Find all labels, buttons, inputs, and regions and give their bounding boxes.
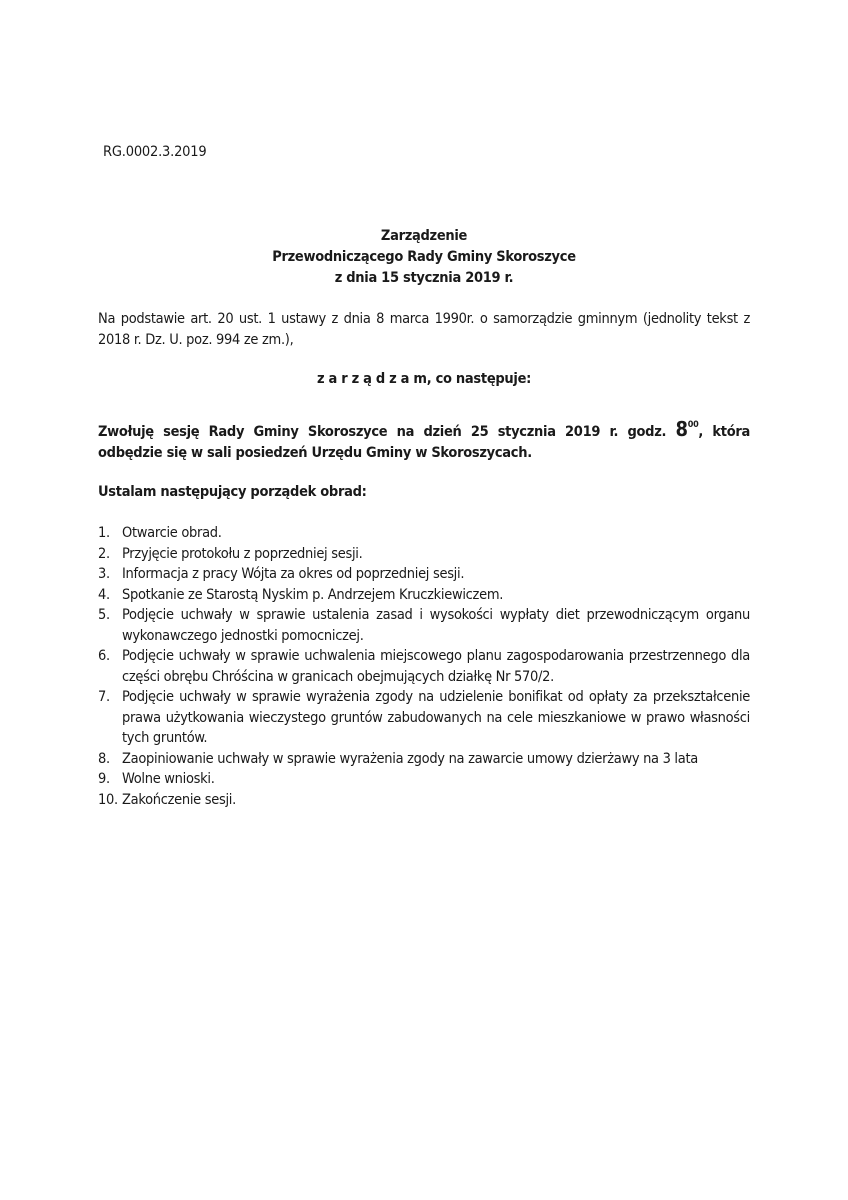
- document-title: [0, 226, 848, 289]
- agenda-item-text: Podjęcie uchwały w sprawie ustalenia zasad i wysokości wypłaty diet przewodniczącym organu wykonawczego jednostki pomocniczej.: [122, 607, 750, 644]
- session-minutes: 00: [687, 420, 699, 430]
- agenda-item-number: 5.: [98, 607, 110, 623]
- convening-paragraph: [98, 415, 750, 464]
- agenda-item-text: Otwarcie obrad.: [122, 525, 222, 541]
- agenda-item-text: Informacja z pracy Wójta za okres od poprzedniej sesji.: [122, 566, 465, 582]
- agenda-item: [98, 749, 750, 770]
- agenda-item-number: 1.: [98, 525, 110, 541]
- legal-basis-paragraph: Na podstawie art. 20 ust. 1 ustawy z dnia 8 marca 1990r. o samorządzie gminnym (jednolity tekst z 2018 r. Dz. U. poz. 994 ze zm.),: [98, 311, 750, 348]
- agenda-item-text: Zakończenie sesji.: [122, 791, 236, 808]
- agenda-item-number: 3.: [98, 566, 110, 582]
- agenda-list: [98, 523, 750, 810]
- agenda-heading: Ustalam następujący porządek obrad:: [98, 484, 367, 500]
- title-line-1: Zarządzenie: [380, 228, 468, 244]
- agenda-item-number: 6.: [98, 648, 110, 664]
- agenda-item-text: Zaopiniowanie uchwały w sprawie wyrażenia zgody na zawarcie umowy dzierżawy na 3 lata: [122, 750, 698, 767]
- agenda-item-text: Przyjęcie protokołu z poprzedniej sesji.: [122, 545, 363, 562]
- convening-location: , która odbędzie się w sali posiedzeń Urzędu Gminy w Skoroszycach.: [98, 424, 750, 461]
- agenda-item: [98, 687, 750, 749]
- agenda-item: [98, 769, 750, 790]
- agenda-item: [98, 523, 750, 544]
- decree-rest: , co następuje:: [426, 371, 532, 387]
- agenda-item: [98, 605, 750, 646]
- convening-text: Zwołuję sesję Rady Gminy Skoroszyce na dzień 25 stycznia 2019 r. godz.: [98, 424, 676, 440]
- agenda-item: [98, 790, 750, 811]
- agenda-item-number: 7.: [98, 689, 110, 705]
- agenda-item-text: Spotkanie ze Starostą Nyskim p. Andrzejem Kruczkiewiczem.: [122, 586, 504, 603]
- decree-spaced-word: z a r z ą d z a m: [316, 371, 427, 387]
- agenda-item: [98, 544, 750, 565]
- title-line-3: z dnia 15 stycznia 2019 r.: [334, 270, 514, 286]
- agenda-item-number: 4.: [98, 586, 110, 603]
- agenda-item: [98, 646, 750, 687]
- title-line-2: Przewodniczącego Rady Gminy Skoroszyce: [272, 249, 576, 265]
- document-reference-number: RG.0002.3.2019: [103, 144, 207, 160]
- agenda-item-number: 8.: [98, 750, 110, 767]
- session-hour: 8: [675, 417, 688, 441]
- agenda-item-number: 10.: [98, 791, 118, 808]
- agenda-item-number: 2.: [98, 545, 110, 562]
- agenda-item: [98, 564, 750, 585]
- agenda-item-text: Podjęcie uchwały w sprawie uchwalenia miejscowego planu zagospodarowania przestrzennego dla części obrębu Chróścina w granicach obejmujących działkę Nr 570/2.: [122, 648, 750, 685]
- agenda-item-text: Podjęcie uchwały w sprawie wyrażenia zgody na udzielenie bonifikat od opłaty za przekształcenie prawa użytkowania wieczystego gruntów zabudowanych na cele mieszkaniowe w prawo własności tych gruntów.: [122, 689, 750, 746]
- decree-statement: [0, 371, 848, 387]
- agenda-item-text: Wolne wnioski.: [122, 771, 215, 787]
- agenda-item: [98, 585, 750, 606]
- agenda-item-number: 9.: [98, 771, 110, 787]
